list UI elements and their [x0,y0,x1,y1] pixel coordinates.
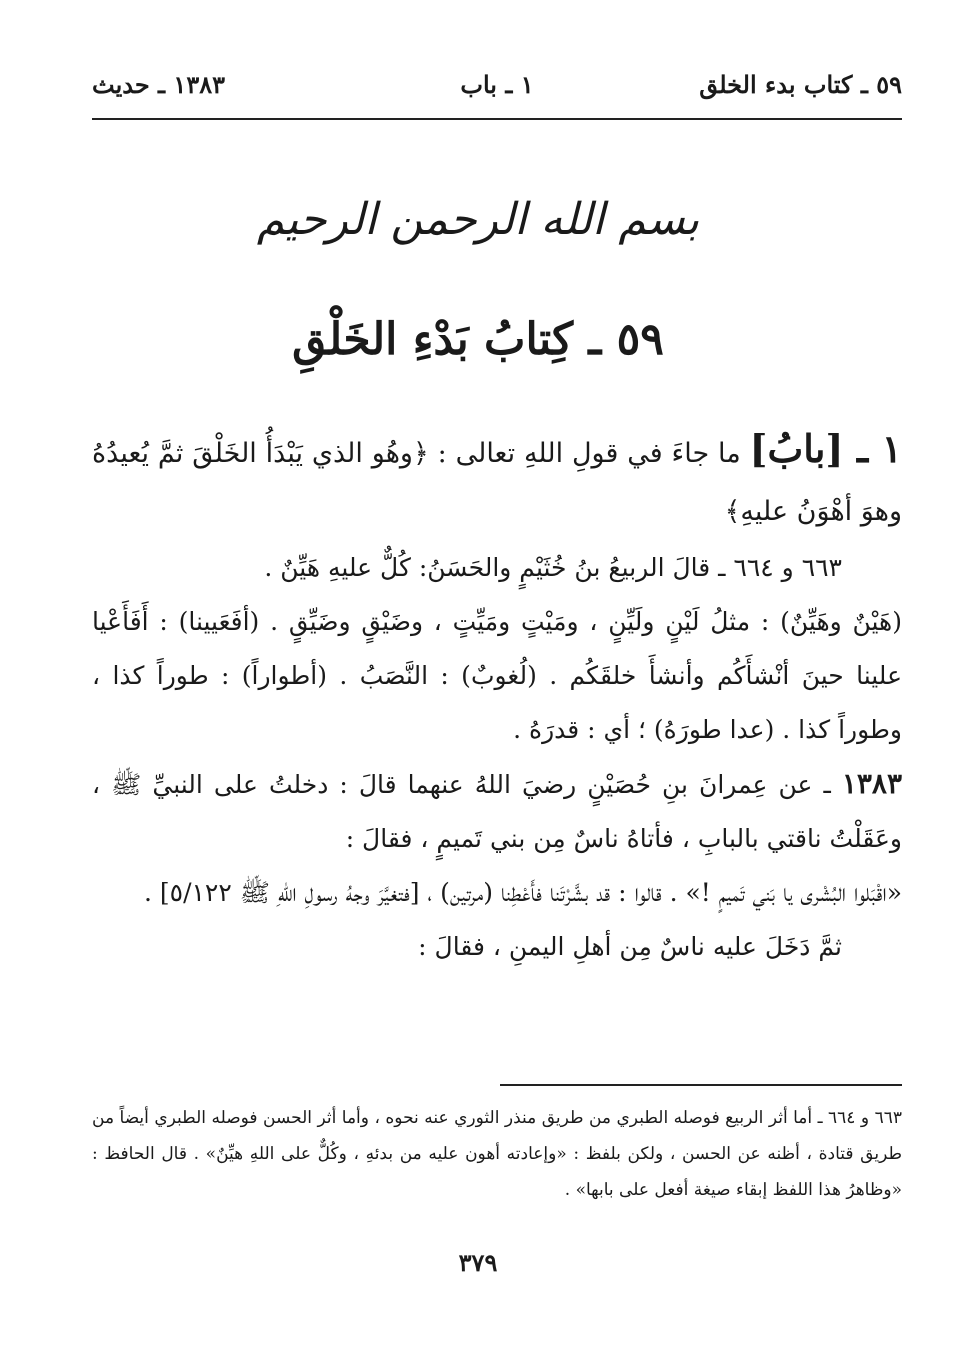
commentary-663-664: ٦٦٣ و ٦٦٤ ـ قالَ الربيعُ بنُ خُثَيْمٍ والحَسَنُ: كُلٌّ عليهِ هَيِّنٌ . [264,553,842,582]
hadith-number: ١٣٨٣ [841,767,902,800]
commentary-vocabulary: (هَيْنٌ وهَيِّنٌ) : مثلُ لَيْنٍ ولَيِّنٍ ، ومَيْتٍ ومَيِّتٍ ، وضَيْقٍ وضَيِّقٍ . (أفَعَيينا) : أَفَأَعْيا علينا حينَ أنْشأَكُم وأنشأَ خلقَكُم . (لُغوبٌ) : النَّصَبُ . (أطواراً) : طوراً كذا ، وطوراً كذا . (عدا طورَهُ) ؛ أي : قدرَهُ . [92,607,902,744]
header-book-title: ٥٩ ـ كتاب بدء الخلق [699,70,902,99]
running-header [92,66,902,106]
footnote: ٦٦٣ و ٦٦٤ ـ أما أثر الربيع فوصله الطبري من طريق منذر الثوري عنه نحوه ، وأما أثر الحسن فوصله الطبري أيضاً من طريق قتادة ، أظنه عن الحسن ، ولكن بلفظ : «وإعادته أهون عليه من بدئهِ ، وكُلٌّ على اللهِ هيِّنٌ» . قال الحافظ : «وظاهرُ هذا اللفظ إبقاء صيغة أفعل على بابها» . [92,1108,902,1200]
hadith-continuation: «اقْبَلوا البُشْرى يا بَني تَميمٍ !» . قالوا : قد بشَّرْتَنا فأَعْطِنا (مرتين) ، [فتغيَّرَ وجهُ رسولِ اللهِ ﷺ ٥/١٢٢] . [143,878,902,907]
header-divider [92,118,902,120]
basmala: بسم الله الرحمن الرحيم [256,194,700,245]
chapter-dash: ـ [843,426,882,471]
hadith-text: ـ عن عِمرانَ بنِ حُصَيْنٍ رضيَ اللهُ عنهما قالَ : دخلتُ على النبيِّ ﷺ ، وعَقَلْتُ ناقتي بالبابِ ، فأتاهُ ناسٌ مِن بني تَميمٍ ، فقالَ : [92,770,902,853]
chapter-number: ١ [881,426,902,471]
chapter-heading [92,420,902,541]
header-chapter: ١ ـ باب [460,70,534,99]
chapter-title-text: ما جاءَ في قولِ اللهِ تعالى : ﴿وهُو الذي يَبْدَأُ الخَلْقَ ثمَّ يُعيدُهُ وهوَ أهْوَنُ عليهِ﴾ [92,438,902,527]
chapter-bab-label: [بابُ] [749,426,844,471]
hadith-1383 [92,757,902,866]
book-title: ٥٩ ـ كِتابُ بَدْءِ الخَلْقِ [292,314,664,365]
footnote-divider [500,1084,902,1086]
main-text [92,420,902,974]
header-hadith-number: ١٣٨٣ ـ حديث [92,70,225,99]
hadith-continuation-2: ثمَّ دَخَلَ عليه ناسٌ مِن أهلِ اليمنِ ، فقالَ : [418,932,842,961]
page-number: ٣٧٩ [458,1248,498,1277]
